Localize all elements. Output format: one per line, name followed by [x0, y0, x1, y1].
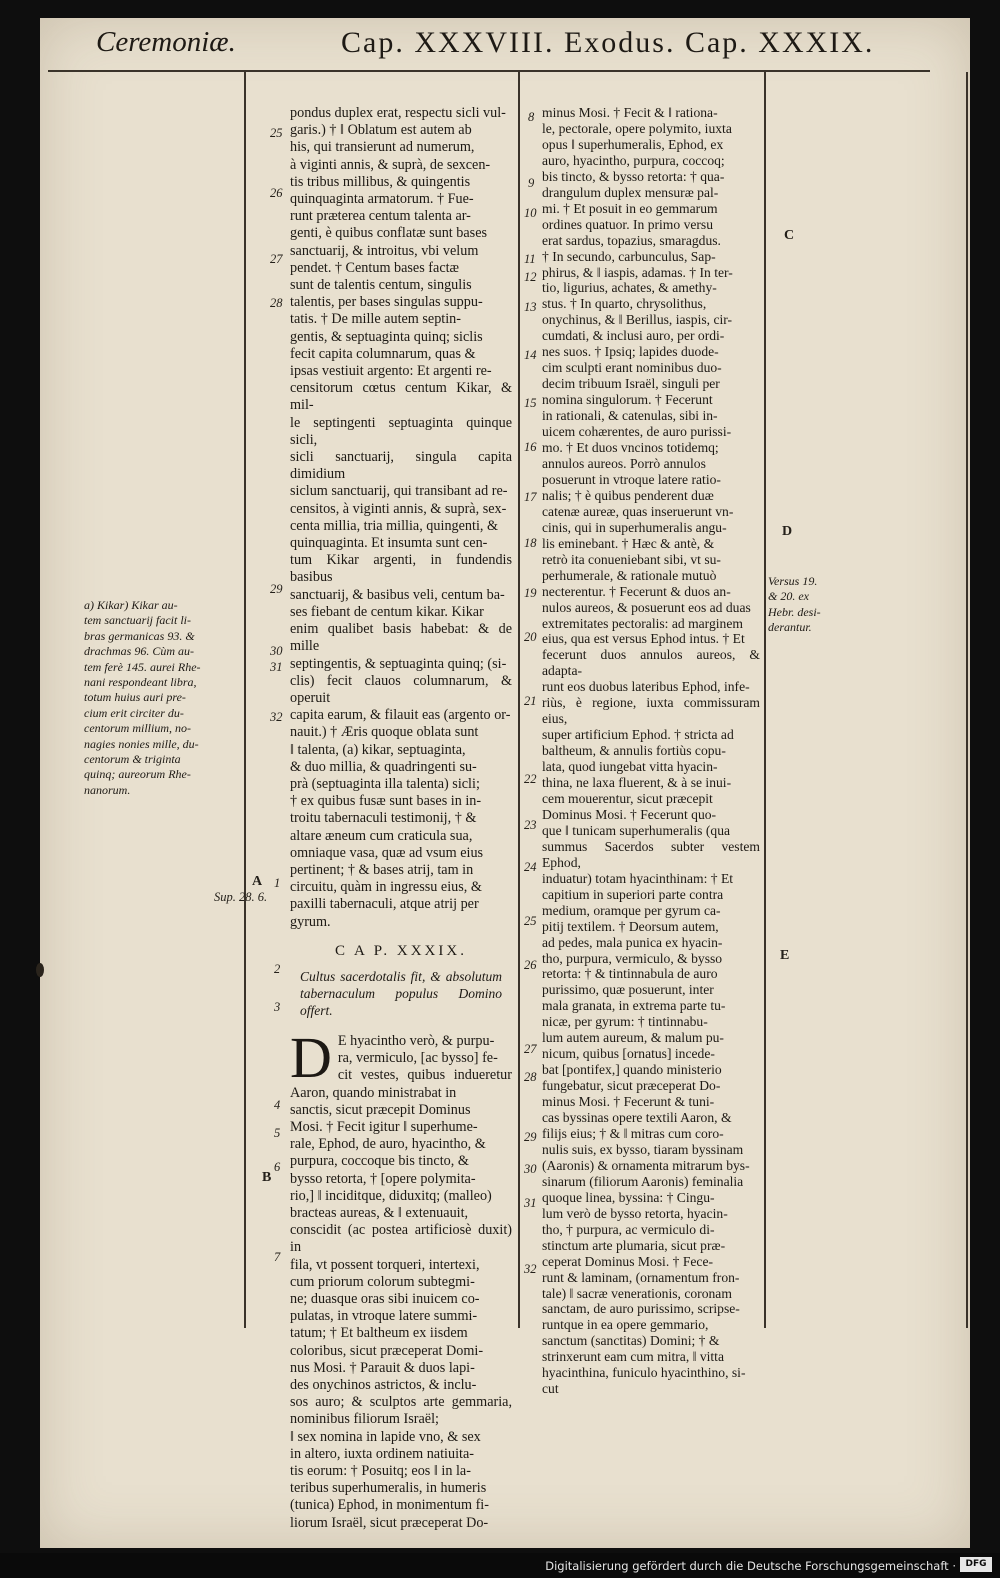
- verse-number: 12: [524, 270, 537, 284]
- verse-number: 30: [524, 1162, 537, 1176]
- verse-number: 27: [270, 252, 283, 266]
- verse-number: 7: [274, 1250, 281, 1264]
- verse-number: 32: [524, 1262, 537, 1276]
- verse-number: 13: [524, 300, 537, 314]
- text-column-right: minus Mosi. † Fecit & ‖ rationa- le, pectorale, opere polymito, iuxta opus ‖ superhumeralis, Ephod, ex auro, hyacintho, purpura, coccoq; bis tincto, & bysso retorta: † qua- drangulum duplex mensuræ pal- mi. † Et posuit in eo gemmarum ordines quatuor. In primo versu erat sardus, topazius, smaragdus. † In secundo, carbunculus, Sap- phirus, & ‖ iaspis, adamas. † In ter- tio, ligurius, achates, & amethy- stus. † In quarto, chrysolithus, onychinus, & ‖ Berillus, iaspis, cir- cumdati, & inclusi auro, per ordi- nes suos. † Ipsiq; lapides duode- cim sculpti erant nominibus duo- decim tribuum Israël, singuli per nomina singulorum. † Fecerunt in rationali, & catenulas, sibi in- uicem cohærentes, de auro purissi- mo. † Et duos vncinos totidemq; annulos aureos. Porrò annulos posuerunt in vtroque latere ratio- nalis; † è quibus penderent duæ catenæ aureæ, quas inseruerunt vn- cinis, qui in superhumeralis angu- lis eminebant. † Hæc & antè, & retrò ita conueniebant sibi, vt su- perhumerale, & rationale mutuò necterentur. † Fecerunt & duos an- nulos aureos, & posuerunt eos ad duas extremitates pectoralis: ad marginem eius, qua est versus Ephod intus. † Et fecerunt duos annulos aureos, & adapta- runt eos duobus lateribus Ephod, infe- riùs, è regione, iuxta commissuram eius, super artificium Ephod. † stricta ad baltheum, & annulis fortiùs copu- lata, quod iungebat vitta hyacin- thina, ne laxa fluerent, & à se inui- cem mouerentur, sicut præcepit Dominus Mosi. † Fecerunt quo- que ‖ tunicam superhumeralis (qua summus Sacerdos subter vestem Ephod, induatur) totam hyacinthinam: † Et capitium in superiori parte contra medium, oramque per gyrum ca- pitij textilem. † Deorsum autem, ad pedes, mala punica ex hyacin- tho, purpura, vermiculo, & bysso retorta: † & tintinnabula de auro purissimo, quæ posuerunt, inter mala granata, in extrema parte tu- nicæ, per gyrum: † tintinnabu- lum autem aureum, & malum pu- nicum, quibus [ornatus] incede- bat [pontifex,] quando ministerio fungebatur, sicut præceperat Do- minus Mosi. † Fecerunt & tuni- cas byssinas opere textili Aaron, & filijs eius; † & ‖ mitras cum coro- nulis suis, ex bysso, tiaram byssinam (Aaronis) & ornamenta mitrarum bys- sinarum (filiorum Aaronis) feminalia quoque linea, byssina: † Cingu- lum verò de bysso retorta, hyacin- tho, † purpura, ac vermiculo di- stinctum arte plumaria, sicut præ- ceperat Dominus Mosi. † Fece- runt & laminam, (ornamentum fron- tale) ‖ sacræ venerationis, coronam sanctam, de auro purissimo, scripse- runtque in ea opere gemmario, sanctum (sanctitas) Domini; † & strinxerunt eam cum mitra, ‖ vitta hyacinthina, funiculo hyacinthino, si- cut: [542, 105, 760, 1397]
- verse-number: 31: [524, 1196, 537, 1210]
- ink-spot: [36, 963, 44, 977]
- verse-number: 31: [270, 660, 283, 674]
- verse-number: 32: [270, 710, 283, 724]
- drop-cap: D: [290, 1024, 332, 1090]
- verse-number: 15: [524, 396, 537, 410]
- header-chapter-title: Cap. XXXVIII. Exodus. Cap. XXXIX.: [341, 26, 875, 59]
- column-rule-right: [764, 72, 766, 1328]
- verse-number: 19: [524, 586, 537, 600]
- chapter-heading: C A P. XXXIX.: [335, 942, 467, 959]
- verse-number: 28: [270, 296, 283, 310]
- verse-number: 27: [524, 1042, 537, 1056]
- footer-credit: Digitalisierung gefördert durch die Deutsche Forschungsgemeinschaft ·: [545, 1559, 956, 1573]
- column-rule-left: [244, 72, 246, 1328]
- margin-note-versus: Versus 19. & 20. ex Hebr. desi- derantur.: [768, 574, 821, 635]
- verse-number: 2: [274, 962, 281, 976]
- verse-number: 17: [524, 490, 537, 504]
- verse-number: 16: [524, 440, 537, 454]
- verse-number: 3: [274, 1000, 281, 1014]
- dfg-logo-icon: DFG: [960, 1557, 992, 1572]
- verse-number: 6: [274, 1160, 281, 1174]
- chapter-argument: Cultus sacerdotalis fit, & absolutum tabernaculum populus Domino offert.: [300, 968, 502, 1018]
- section-letter-c: C: [784, 228, 795, 243]
- margin-note-kikar: a) Kikar) Kikar au- tem sanctuarij facit li- bras germanicas 93. & drachmas 96. Cùm au- tem ferè 145. aurei Rhe- nani respondeant libra, totum huius auri pre- cium erit circiter du- centorum millium, no- nagies nonies mille, du- centorum & triginta quinq; aureorum Rhe- nanorum.: [84, 598, 201, 797]
- verse-number: 24: [524, 860, 537, 874]
- verse-number: 9: [528, 176, 535, 190]
- column-rule-edge: [966, 72, 968, 1328]
- text-column-left: pondus duplex erat, respectu sicli vul- garis.) † ‖ Oblatum est autem ab his, qui transierunt ad numerum, à viginti annis, & suprà, de sexcen- tis tribus millibus, & quingentis quinquaginta armatorum. † Fue- runt præterea centum talenta ar- genti, è quibus conflatæ sunt bases sanctuarij, & introitus, vbi velum pendet. † Centum bases factæ sunt de talentis centum, singulis talentis, per bases singulas suppu- tatis. † De mille autem septin- gentis, & septuaginta quinq; siclis fecit capita columnarum, quas & ipsas vestiuit argento: Et argenti re- censitorum cœtus centum Kikar, & mil- le septingenti septuaginta quinque sicli, sicli sanctuarij, singula capita dimidium siclum sanctuarij, qui transibant ad re- censitos, à viginti annis, & suprà, sex- centa millia, tria millia, quingenti, & quinquaginta. Et insumta sunt cen- tum Kikar argenti, in fundendis basibus sanctuarij, & basibus veli, centum ba- ses fiebant de centum kikar. Kikar enim qualibet basis habebat: & de mille septingentis, & septuaginta quinq; (si- clis) fecit clauos columnarum, & operuit capita earum, & filauit eas (argento or- nauit.) † Æris quoque oblata sunt ‖ talenta, (a) kikar, septuaginta, & duo millia, & quadringenti su- prà (septuaginta illa talenta) sicli; † ex quibus fusæ sunt bases in in- troitu tabernaculi testimonij, † & altare æneum cum craticula sua, omniaque vasa, quæ ad vsum eius pertinent; † & bases atrij, tam in circuitu, quàm in ingressu eius, & paxilli tabernaculi, atque atrij per gyrum. C A P. XXXIX. Cultus sacerdotalis fit, & absolutum tabernaculum populus Domino offert. D E hyacintho verò, & purpu- ra, vermiculo, [ac bysso] fe- cit vestes, quibus indueretur Aaron, quando ministrabat in sanctis, sicut præcepit Dominus Mosi. † Fecit igitur ‖ superhume- rale, Ephod, de auro, hyacintho, & purpura, coccoque bis tincto, & bysso retorta, † [opere polymita- rio,] ‖ inciditque, diduxitq; (malleo) bracteas aureas, & ‖ extenuauit, conscidit (ac postea artificiosè duxit) in fila, vt possent torqueri, intertexi, cum priorum colorum subtegmi- ne; duasque oras sibi inuicem co- pulatas, in vtroque latere summi- tatum; † Et baltheum ex iisdem coloribus, sicut præceperat Domi- nus Mosi. † Parauit & duos lapi- des onychinos astrictos, & inclu- sos auro; & sculptos arte gemmaria, nominibus filiorum Israël; ‖ sex nomina in lapide vno, & sex in altero, iuxta ordinem natiuita- tis eorum: † Posuitq; eos ‖ in la- teribus superhumeralis, in humeris (tunica) Ephod, in monimentum fi- liorum Israël, sicut præceperat Do-: [290, 105, 512, 1531]
- section-letter-d: D: [782, 524, 793, 539]
- verse-number: 29: [270, 582, 283, 596]
- section-letter-b: B: [262, 1170, 272, 1185]
- verse-number: 11: [524, 252, 536, 266]
- verse-number: 30: [270, 644, 283, 658]
- verse-number: 8: [528, 110, 535, 124]
- margin-cross-reference: Sup. 28. 6.: [214, 890, 268, 904]
- verse-number: 23: [524, 818, 537, 832]
- verse-number: 25: [270, 126, 283, 140]
- section-letter-e: E: [780, 948, 790, 963]
- verse-number: 22: [524, 772, 537, 786]
- section-letter-a: A: [252, 874, 263, 889]
- verse-number: 21: [524, 694, 537, 708]
- verse-number: 28: [524, 1070, 537, 1084]
- verse-number: 1: [274, 876, 281, 890]
- verse-number: 14: [524, 348, 537, 362]
- verse-number: 25: [524, 914, 537, 928]
- verse-number: 26: [270, 186, 283, 200]
- header-left-title: Ceremoniæ.: [96, 26, 236, 58]
- verse-number: 20: [524, 630, 537, 644]
- verse-number: 10: [524, 206, 537, 220]
- running-header: [48, 26, 930, 72]
- verse-number: 29: [524, 1130, 537, 1144]
- verse-number: 4: [274, 1098, 281, 1112]
- verse-number: 26: [524, 958, 537, 972]
- digitization-footer: [0, 1553, 1000, 1578]
- verse-number: 18: [524, 536, 537, 550]
- verse-number: 5: [274, 1126, 281, 1140]
- column-rule-middle: [518, 72, 520, 1328]
